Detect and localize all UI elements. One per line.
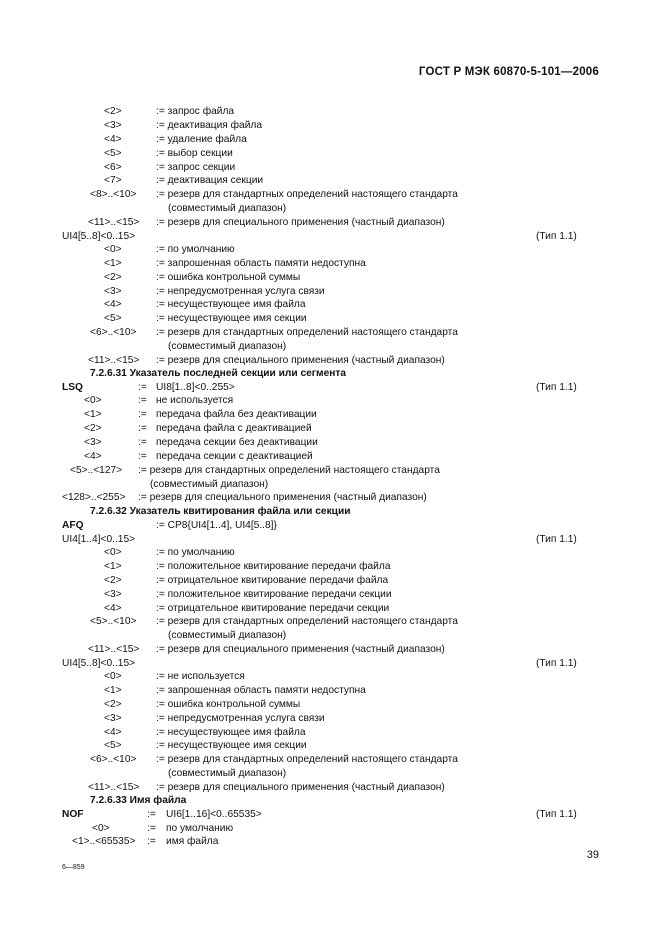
definition-text: (совместимый диапазон): [168, 768, 287, 779]
term-code: UI4[5..8]<0..15>: [62, 658, 136, 669]
term-code: <8>..<10>: [90, 189, 137, 200]
definition-text: := выбор секции: [156, 148, 233, 159]
term-code: <11>..<15>: [88, 217, 140, 228]
term-code: <5>: [104, 148, 122, 159]
definition-text: := резерв для стандартных определений настоящего стандарта: [156, 616, 458, 627]
term-code: <5>: [104, 313, 122, 324]
definition-text: (совместимый диапазон): [168, 341, 287, 352]
definition-text: :=: [138, 437, 147, 448]
definition-value: передача файла без деактивации: [156, 409, 317, 420]
term-code: <4>: [104, 727, 122, 738]
term-code: <0>: [104, 547, 122, 558]
definition-text: := CP8{UI4[1..4], UI4[5..8]}: [156, 520, 277, 531]
definition-text: :=: [138, 409, 147, 420]
definition-value: передача секции без деактивации: [156, 437, 318, 448]
definition-text: := по умолчанию: [156, 244, 235, 255]
definition-text: := резерв для специального применения (частный диапазон): [156, 644, 445, 655]
definition-text: := деактивация файла: [156, 120, 262, 131]
definition-text: := непредусмотренная услуга связи: [156, 713, 325, 724]
type-label: (Тип 1.1): [536, 534, 577, 545]
term-code: <3>: [104, 713, 122, 724]
definition-text: := ошибка контрольной суммы: [156, 272, 301, 283]
definition-text: := по умолчанию: [156, 547, 235, 558]
term-code: <4>: [104, 603, 122, 614]
term-code: <2>: [84, 423, 102, 434]
type-label: (Тип 1.1): [536, 231, 577, 242]
definition-text: := деактивация секции: [156, 175, 264, 186]
footer-code: 6—859: [62, 864, 85, 871]
term-code: <3>: [84, 437, 102, 448]
term-code: <11>..<15>: [88, 644, 140, 655]
term-code: AFQ: [62, 520, 84, 531]
term-code: NOF: [62, 809, 84, 820]
definition-text: := запрошенная область памяти недоступна: [156, 685, 366, 696]
definition-value: имя файла: [166, 836, 219, 847]
definition-text: := несуществующее имя файла: [156, 727, 306, 738]
definition-text: := резерв для стандартных определений настоящего стандарта: [138, 465, 440, 476]
definition-value: UI8[1..8]<0..255>: [156, 382, 235, 393]
term-code: LSQ: [62, 382, 83, 393]
type-label: (Тип 1.1): [536, 658, 577, 669]
term-code: <1>: [104, 258, 122, 269]
definition-text: := отрицательное квитирование передачи секции: [156, 603, 390, 614]
term-code: <1>: [104, 561, 122, 572]
definition-text: :=: [138, 451, 147, 462]
term-code: <5>: [104, 740, 122, 751]
page-number: 39: [586, 849, 599, 861]
term-code: <0>: [84, 395, 102, 406]
definition-text: := непредусмотренная услуга связи: [156, 286, 325, 297]
definition-text: := резерв для специального применения (частный диапазон): [156, 782, 445, 793]
definition-value: передача файла с деактивацией: [156, 423, 312, 434]
term-code: <6>: [104, 162, 122, 173]
definition-value: по умолчанию: [166, 823, 234, 834]
type-label: (Тип 1.1): [536, 809, 577, 820]
definition-text: := резерв для стандартных определений настоящего стандарта: [156, 189, 458, 200]
term-code: <1>..<65535>: [72, 836, 136, 847]
definition-text: := резерв для стандартных определений настоящего стандарта: [156, 754, 458, 765]
definition-value: UI6[1..16]<0..65535>: [166, 809, 262, 820]
term-code: <5>..<10>: [90, 616, 137, 627]
definition-text: := резерв для специального применения (частный диапазон): [156, 355, 445, 366]
definition-text: := положительное квитирование передачи секции: [156, 589, 392, 600]
definition-text: := резерв для стандартных определений настоящего стандарта: [156, 327, 458, 338]
term-code: <5>..<127>: [70, 465, 123, 476]
term-code: <1>: [104, 685, 122, 696]
definition-text: := запрос секции: [156, 162, 236, 173]
term-code: <3>: [104, 589, 122, 600]
term-code: <128>..<255>: [62, 492, 126, 503]
term-code: <2>: [104, 272, 122, 283]
term-code: <1>: [84, 409, 102, 420]
type-label: (Тип 1.1): [536, 382, 577, 393]
term-code: <6>..<10>: [90, 327, 137, 338]
term-code: <11>..<15>: [88, 355, 140, 366]
definition-text: := ошибка контрольной суммы: [156, 699, 301, 710]
definition-text: :=: [138, 395, 147, 406]
definition-text: := удаление файла: [156, 134, 247, 145]
term-code: <2>: [104, 106, 122, 117]
term-code: <6>..<10>: [90, 754, 137, 765]
term-code: UI4[5..8]<0..15>: [62, 231, 136, 242]
standard-header: ГОСТ Р МЭК 60870-5-101—2006: [418, 66, 599, 78]
term-code: <2>: [104, 699, 122, 710]
definition-text: :=: [138, 382, 147, 393]
definition-text: :=: [147, 809, 156, 820]
term-code: <7>: [104, 175, 122, 186]
definition-text: := несуществующее имя файла: [156, 299, 306, 310]
term-code: <0>: [92, 823, 110, 834]
term-code: <2>: [104, 575, 122, 586]
definition-value: передача секции с деактивацией: [156, 451, 313, 462]
definition-text: := положительное квитирование передачи файла: [156, 561, 391, 572]
term-code: <4>: [104, 134, 122, 145]
definition-text: := резерв для специального применения (частный диапазон): [138, 492, 427, 503]
term-code: 7.2.6.31 Указатель последней секции или сегмента: [90, 368, 347, 379]
definition-text: := несуществующее имя секции: [156, 740, 307, 751]
term-code: 7.2.6.33 Имя файла: [90, 795, 187, 806]
definition-text: := несуществующее имя секции: [156, 313, 307, 324]
term-code: <4>: [104, 299, 122, 310]
definition-text: :=: [147, 836, 156, 847]
term-code: <3>: [104, 286, 122, 297]
definition-text: (совместимый диапазон): [150, 479, 269, 490]
term-code: <11>..<15>: [88, 782, 140, 793]
definition-text: (совместимый диапазон): [168, 630, 287, 641]
definition-value: не используется: [156, 395, 234, 406]
term-code: <3>: [104, 120, 122, 131]
term-code: UI4[1..4]<0..15>: [62, 534, 136, 545]
term-code: 7.2.6.32 Указатель квитирования файла или секции: [90, 506, 351, 517]
term-code: <0>: [104, 671, 122, 682]
definition-text: := запрос файла: [156, 106, 235, 117]
definition-text: :=: [147, 823, 156, 834]
definition-text: := запрошенная область памяти недоступна: [156, 258, 366, 269]
definition-text: (совместимый диапазон): [168, 203, 287, 214]
definition-text: := отрицательное квитирование передачи файла: [156, 575, 389, 586]
definition-text: :=: [138, 423, 147, 434]
definition-text: := резерв для специального применения (частный диапазон): [156, 217, 445, 228]
term-code: <4>: [84, 451, 102, 462]
term-code: <0>: [104, 244, 122, 255]
definition-text: := не используется: [156, 671, 245, 682]
